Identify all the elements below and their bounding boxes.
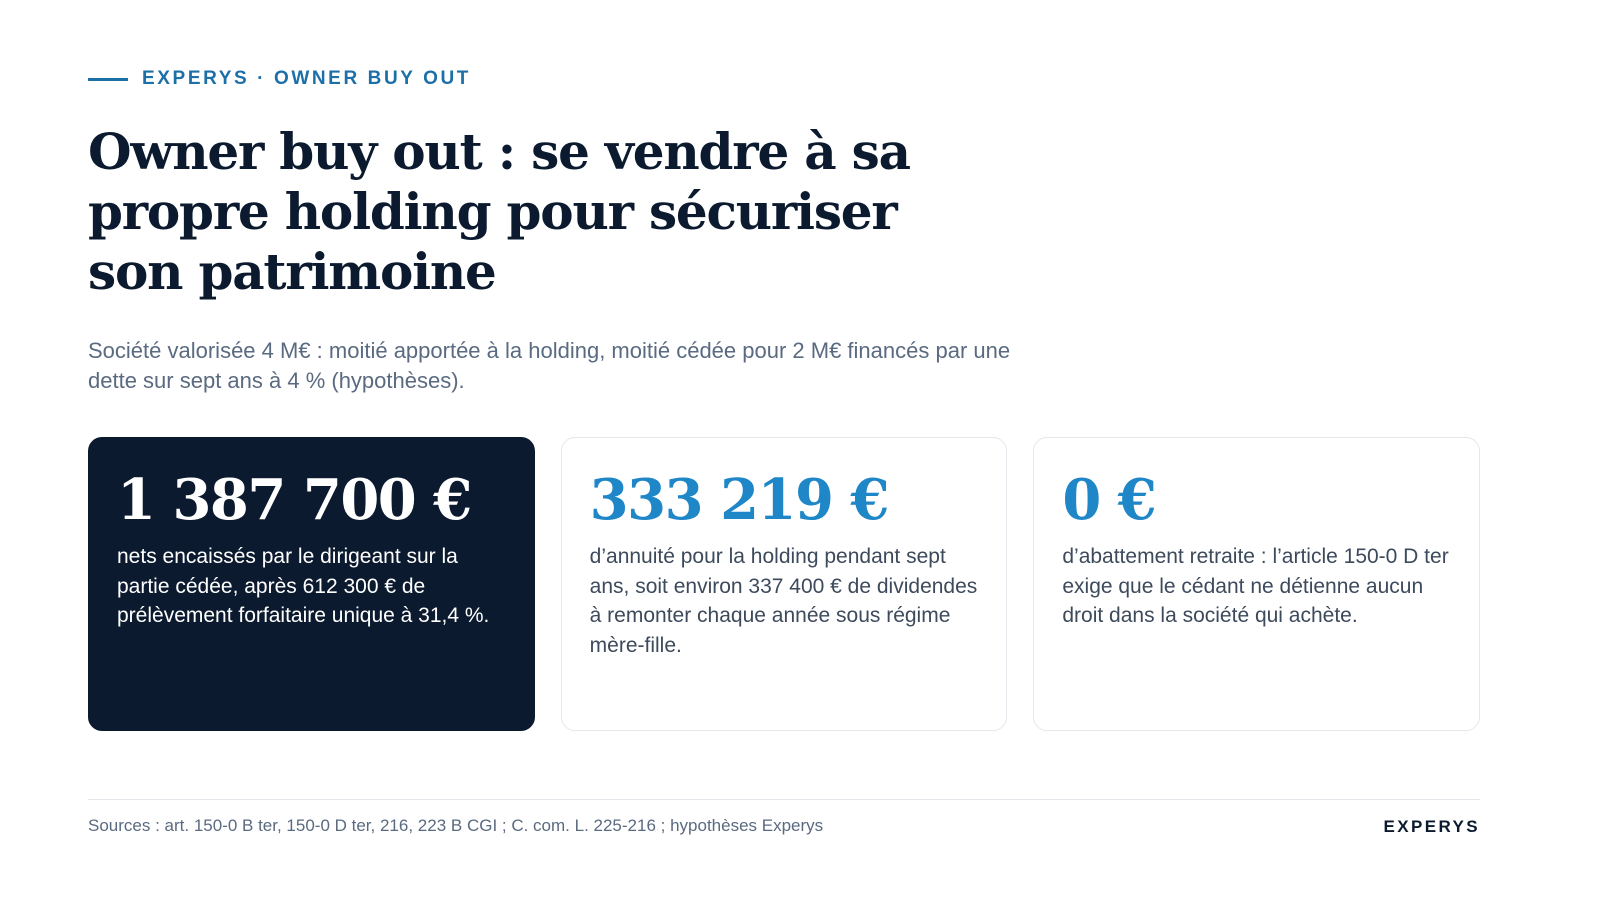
footer-divider — [88, 799, 1480, 800]
stat-description: d’abattement retraite : l’article 150-0 D ter exige que le cédant ne détienne aucun droit dans la société qui achète. — [1062, 545, 1449, 627]
page-subtitle: Société valorisée 4 M€ : moitié apportée à la holding, moitié cédée pour 2 M€ financés par une dette sur sept ans à 4 % (hypothèses). — [88, 338, 1011, 393]
stat-card-annuity — [561, 437, 1008, 731]
stat-cards — [88, 437, 1480, 731]
brand-logo: EXPERYS — [1383, 817, 1480, 836]
eyebrow-text: EXPERYS · OWNER BUY OUT — [142, 68, 472, 89]
eyebrow — [88, 68, 471, 90]
sources-note: Sources : art. 150-0 B ter, 150-0 D ter, 216, 223 B CGI ; C. com. L. 225-216 ; hypothèses Experys — [88, 816, 824, 835]
stat-card-net-proceeds — [88, 437, 535, 731]
page-title: Owner buy out : se vendre à sa propre holding pour sécuriser son patrimoine — [88, 122, 910, 301]
stat-value: 1 387 700 € — [117, 467, 471, 533]
stat-description: d’annuité pour la holding pendant sept ans, soit environ 337 400 € de dividendes à remonter chaque année sous régime mère-fille. — [589, 545, 978, 657]
stat-description: nets encaissés par le dirigeant sur la partie cédée, après 612 300 € de prélèvement forfaitaire unique à 31,4 %. — [117, 545, 490, 627]
eyebrow-line — [88, 78, 128, 81]
stat-value: 0 € — [1062, 467, 1156, 533]
stat-card-retirement-allowance — [1033, 437, 1480, 731]
stat-value: 333 219 € — [589, 467, 888, 533]
